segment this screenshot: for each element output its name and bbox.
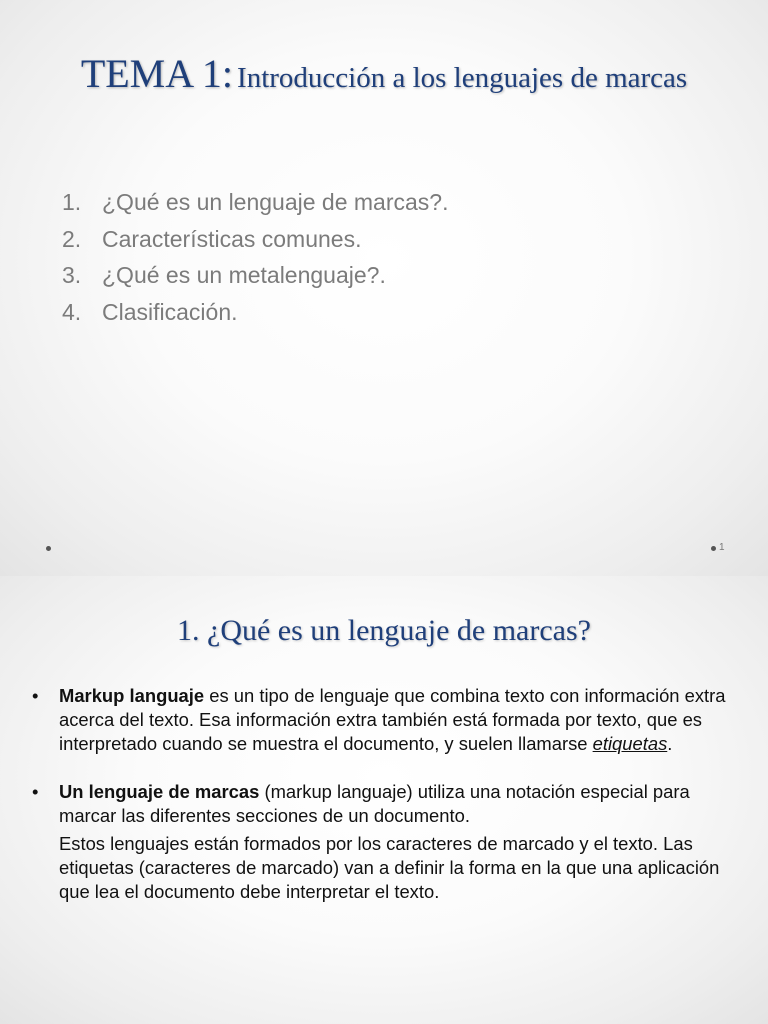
slide-2-title: 1. ¿Qué es un lenguaje de marcas? [177,614,591,647]
slide-1-title [0,50,768,97]
slide-2 [0,576,768,1024]
bullet-item: • Un lenguaje de marcas (markup languaje) utiliza una notación especial para marcar las diferentes secciones de un documento. Estos lenguajes están formados por los caracteres de marcado y el texto. Las etiquetas (caracteres de marcado) van a definir la forma en la que una aplicación que lea el documento debe interpretar el texto. [32,780,742,904]
page-number: 1 [719,542,725,553]
list-item: 1. ¿Qué es un lenguaje de marcas?. [62,189,449,215]
list-item: 4. Clasificación. [62,298,238,325]
list-item: 2. Características comunes. [62,225,362,252]
bullet-mark: • [32,781,39,802]
footer-dot-right [711,546,716,551]
agenda-list [62,184,448,330]
bullet-list [32,684,742,904]
list-item: 3. ¿Qué es un metalenguaje?. [62,262,386,288]
footer-dot-left [46,546,51,551]
etiquetas-link: etiquetas [592,733,668,754]
title-main: TEMA 1: [80,51,234,96]
bullet-item: • Markup languaje es un tipo de lenguaje que combina texto con información extra acerca del texto. Esa información extra también está formada por texto, que es interpretado cuando se muestra el documento, y suelen llamarse etiquetas. [32,685,726,754]
bullet-mark: • [32,685,39,706]
title-subtitle: Introducción a los lenguajes de marcas [237,62,688,94]
bullet-paragraph: Estos lenguajes están formados por los caracteres de marcado y el texto. Las etiquetas (caracteres de marcado) van a definir la forma en la que una aplicación que lea el documento debe interpretar el texto. [59,833,720,902]
